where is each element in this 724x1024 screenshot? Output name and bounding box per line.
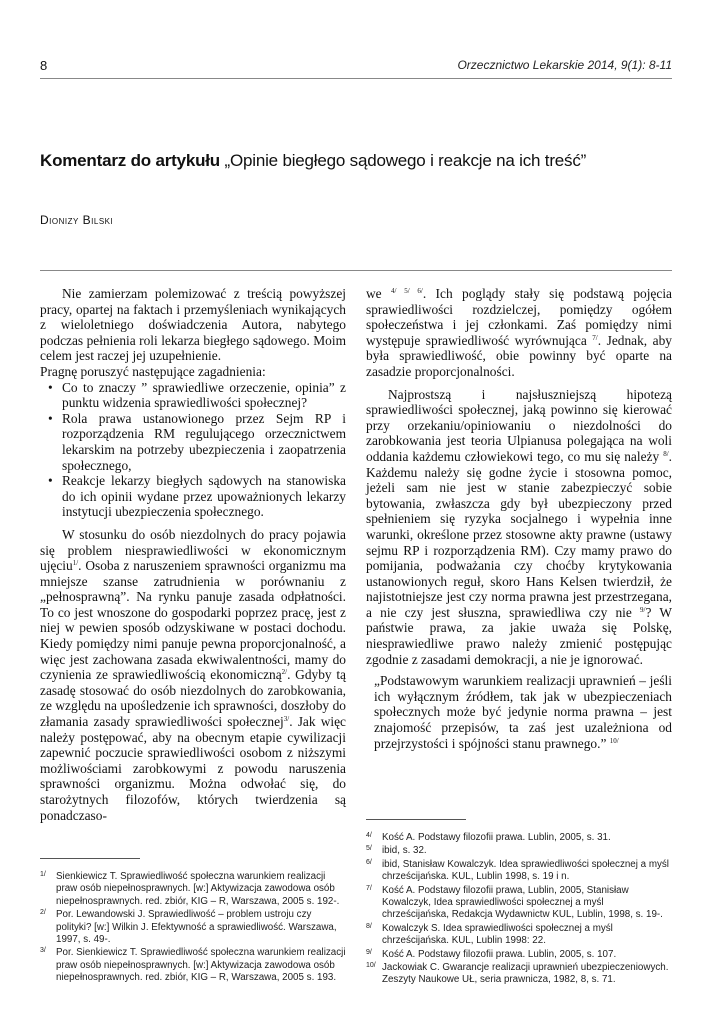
title-divider <box>40 270 672 271</box>
footnote-ref[interactable]: 3/ <box>283 715 290 724</box>
list-item-text: Co to znaczy ” sprawiedliwe orzeczenie, opinia” z punktu widzenia sprawiedliwości społecznej? <box>62 379 346 411</box>
header-divider <box>40 78 672 79</box>
footnote-number: 5/ <box>366 845 372 853</box>
article-title <box>40 151 672 171</box>
footnote-ref[interactable]: 7/ <box>592 333 598 342</box>
bullet-icon: • <box>48 410 53 426</box>
footnote-text: Jackowiak C. Gwarancje realizacji uprawnień ubezpieczeniowych. Zeszyty Naukowe UŁ, seria prawnicza, 1982, 8, s. 71. <box>382 962 669 986</box>
footnote-divider <box>366 819 466 820</box>
footnote-ref[interactable]: 10/ <box>609 736 619 745</box>
page-number: 8 <box>40 58 48 73</box>
footnote-number: 4/ <box>366 832 372 839</box>
text-run: . Ich poglądy stały się podstawą pojęcia sprawiedliwości rozdzielczej, pomiędzy ogółem społeczeństwa i jej członkami. Zaś pomiędzy nimi występuje sprawiedliwość wyrównująca <box>366 286 672 348</box>
text-run: „Podstawowym warunkiem realizacji uprawnień – jeśli ich wyłącznym źródłem, tak jak w ubezpieczeniach społecznych może być jedynie norma prawna – jest znajomość przepisów, ta zaś jest uzależniona od przejrzystości i spójności stanu prawnego.” <box>374 673 672 751</box>
right-column <box>366 286 672 751</box>
footnote-ref[interactable]: 4/ 5/ 6/ <box>390 287 423 295</box>
topics-list <box>40 380 346 520</box>
text-run: W stosunku do osób niezdolnych do pracy pojawia się problem niesprawiedliwości w ekonomicznym ujęciu <box>40 526 346 574</box>
list-item-text: Reakcje lekarzy biegłych sądowych na stanowiska do ich opinii wydane przez upoważnionych lekarzy instytucji ubezpieczenia społecznego. <box>62 473 346 520</box>
footnote-text: Kość A. Podstawy filozofii prawa, Lublin, 2005, Stanisław Kowalczyk, Idea sprawiedliwości społecznej a myśl chrześcijańska, Redakcja Wydawnictw KUL, Lublin, 1998, s. 19-. <box>382 884 663 921</box>
footnote-ref[interactable]: 9/ <box>640 605 646 614</box>
footnote-item <box>366 923 672 948</box>
footnote-item <box>366 859 672 884</box>
bullet-icon: • <box>48 379 53 395</box>
footnote-text: Sienkiewicz T. Sprawiedliwość społeczna warunkiem realizacji praw osób niepełnosprawnych. [w:] Aktywizacja zawodowa osób niepełnosprawnych. red. zbiór, KIG – R, Warszawa, 2005 s. 192-. <box>56 871 340 907</box>
paragraph-topics-lead: Pragnę poruszyć następujące zagadnienia: <box>40 363 266 379</box>
footnote-text: ibid, s. 32. <box>382 845 427 857</box>
text-run: ? W państwie prawa, za jakie uważa się Polskę, niesprawiedliwe prawo należy zmienić postępując zgodnie z zasadami demokracji, a nie je ignorować. <box>366 604 672 667</box>
footnote-number: 10/ <box>366 962 376 970</box>
paragraph-continuation <box>366 286 672 380</box>
text-run: Najprostszą i najsłuszniejszą hipotezą sprawiedliwości społecznej, jaką powinno się kierować przy orzekaniu/opiniowaniu o niezdolności do zarobkowania jest teoria Ulpianusa polegająca na woli oddania każdemu człowiekowi tego, co mu się należy <box>366 386 672 464</box>
footnote-text: Por. Sienkiewicz T. Sprawiedliwość społeczna warunkiem realizacji praw osób niepełnosprawnych. [w:] Aktywizacja zawodowa osób niepełnosprawnych. red. zbiór, KIG – R, Warszawa, 2005 s. 193. <box>56 947 346 984</box>
footnote-number: 3/ <box>40 947 46 955</box>
block-quote <box>374 673 672 751</box>
text-run: . Gdyby tą zasadę stosować do osób niezdolnych do zarobkowania, ze względu na upośledzenie ich sprawności, doszłoby do złamania zasady sprawiedliwości społecznej <box>40 667 346 730</box>
footnote-number: 9/ <box>366 948 372 956</box>
paragraph-economic-justice <box>40 527 346 823</box>
footnote-divider <box>40 858 140 859</box>
footnote-number: 1/ <box>40 871 46 878</box>
footnote-item <box>366 832 672 844</box>
footnote-item <box>40 947 346 984</box>
footnotes-left <box>40 858 346 986</box>
footnote-ref[interactable]: 8/ <box>663 449 669 458</box>
footnote-text: ibid, Stanisław Kowalczyk. Idea sprawiedliwości społecznej a myśl chrześcijańska. KUL, Lublin 1998, s. 19 i n. <box>382 858 669 883</box>
footnote-number: 7/ <box>366 884 372 892</box>
footnote-item <box>366 949 672 961</box>
paragraph-intro: Nie zamierzam polemizować z treścią powyższej pracy, opartej na faktach i przemyśleniach wynikających z wieloletniego doświadczenia Autora, nabytego podczas pełnienia roli lekarza biegłego sądowego. Moim celem jest raczej jej uzupełnienie. <box>40 286 346 364</box>
author-name: Dionizy Bilski <box>40 213 114 227</box>
text-run: we <box>366 286 382 301</box>
text-run: . Jednak, aby była sprawiedliwość, obie powinny być oparte na zasadzie proporcjonalności. <box>366 332 672 379</box>
bullet-icon: • <box>48 473 53 489</box>
footnote-item <box>40 909 346 946</box>
paragraph-ulpianus <box>366 387 672 668</box>
list-item <box>40 473 346 520</box>
footnote-ref[interactable]: 2/ <box>281 668 288 677</box>
article-title-rest: „Opinie biegłego sądowego i reakcje na ich treść” <box>220 151 587 170</box>
footnote-ref[interactable]: 1/ <box>72 559 79 568</box>
footnote-number: 2/ <box>40 909 46 917</box>
journal-reference: Orzecznictwo Lekarskie 2014, 9(1): 8-11 <box>457 58 672 72</box>
footnote-number: 6/ <box>366 858 372 866</box>
footnote-text: Kość A. Podstawy filozofii prawa. Lublin, 2005, s. 107. <box>382 948 617 960</box>
footnote-text: Kość A. Podstawy filozofii prawa. Lublin, 2005, s. 31. <box>382 832 611 843</box>
footnote-text: Por. Lewandowski J. Sprawiedliwość – problem ustroju czy polityki? [w:] Wilkin J. Efektywność a sprawiedliwość. Warszawa, 1997, s. 49-. <box>56 909 337 946</box>
footnote-item <box>366 885 672 922</box>
footnotes-right <box>366 819 672 988</box>
list-item-text: Rola prawa ustanowionego przez Sejm RP i rozporządzenia RM regulującego orzecznictwem lekarskim na potrzeby ubezpieczenia i zaopatrzenia społecznego, <box>62 410 346 473</box>
article-title-lead: Komentarz do artykułu <box>40 151 220 170</box>
footnote-item <box>366 845 672 857</box>
footnote-item <box>366 962 672 987</box>
footnote-number: 8/ <box>366 922 372 930</box>
left-column <box>40 286 346 823</box>
list-item <box>40 411 346 473</box>
footnote-text: Kowalczyk S. Idea sprawiedliwości społecznej a myśl chrześcijańska. KUL, Lublin 1998: 22. <box>382 922 613 947</box>
list-item <box>40 380 346 411</box>
text-run: . Jak więc należy postępować, aby na obecnym etapie cywilizacji zapewnić poczucie sprawiedliwości osobom z niższymi możliwościami zarobkowymi z powodu naruszenia sprawności organizmu. Można odwołać się, do starożytnych filozofów, których twierdzenia są ponadczaso- <box>40 714 346 823</box>
text-run: . Osoba z naruszeniem sprawności organizmu ma mniejsze szanse zatrudnienia w porównaniu z „pełnosprawną”. Na rynku panuje zasada odpłatności. To co jest wnoszone do gospodarki poprzez pracę, jest z niej w pewien sposób odzyskiwane w postaci dochodu. Kiedy pomiędzy nimi panuje pewna proporcjonalność, a więc jest zachowana zasada ekwiwalentności, mamy do czynienia ze sprawiedliwością ekonomiczną <box>40 558 346 683</box>
footnote-item <box>40 871 346 908</box>
text-run: . Każdemu należy się godne życie i stosowna pomoc, jeżeli sam nie jest w stanie zabezpieczyć sobie bytowania, zwłaszcza gdy był ubezpieczony przed spełnieniem się ryzyka socjalnego i wypełnia inne warunki, określone przez stosowne akty prawne (ustawy sejmu RP i rozporządzenia RM). Czy mamy prawo do pomijania, podważania czy choćby krytykowania ustanowionych reguł, skoro Hans Kelsen twierdził, że najistotniejsze jest czy norma prawna jest przestrzegana, a nie czy jest słuszna, sprawiedliwa czy nie <box>366 448 672 620</box>
